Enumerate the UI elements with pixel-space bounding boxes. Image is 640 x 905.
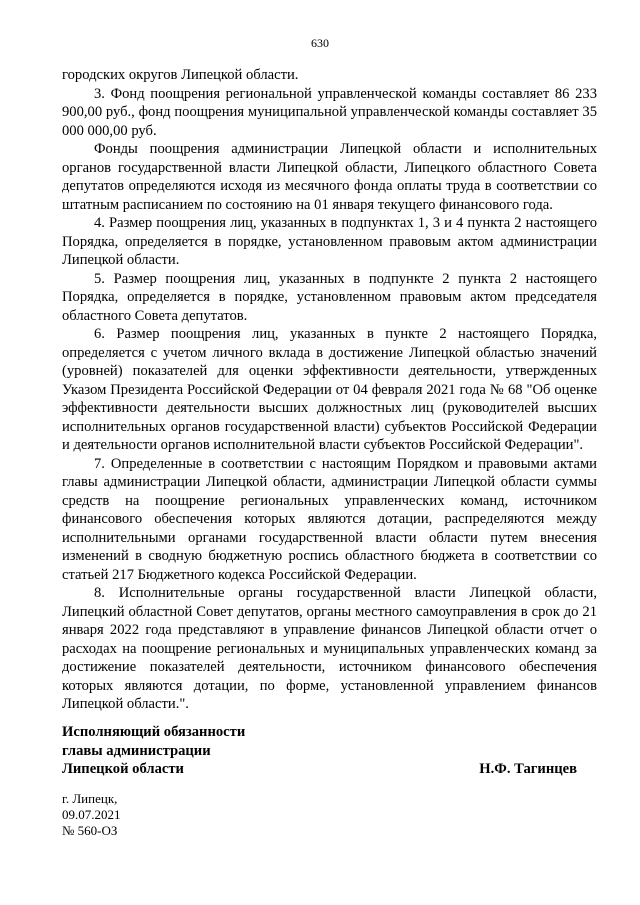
footer-law-number: № 560-ОЗ [62, 823, 118, 838]
document-body [62, 66, 597, 714]
footer-city: г. Липецк, [62, 791, 118, 806]
signature-block [62, 723, 597, 779]
signer-name: Н.Ф. Тагинцев [479, 761, 577, 777]
paragraph-item-3: 3. Фонд поощрения региональной управленческой команды составляет 86 233 900,00 руб., фонд поощрения муниципальной управленческой команды составляет 35 000 000,00 руб. [62, 85, 597, 139]
paragraph-item-5: 5. Размер поощрения лиц, указанных в подпункте 2 пункта 2 настоящего Порядка, определяется в порядке, установленном правовым актом председателя областного Совета депутатов. [62, 270, 597, 324]
page-number: 630 [311, 36, 329, 50]
footer-date: 09.07.2021 [62, 807, 121, 822]
paragraph-continuation: городских округов Липецкой области. [62, 67, 299, 83]
paragraph-item-4: 4. Размер поощрения лиц, указанных в подпунктах 1, 3 и 4 пункта 2 настоящего Порядка, определяется в порядке, установленном правовым актом администрации Липецкой области. [62, 215, 597, 268]
paragraph-item-8: 8. Исполнительные органы государственной власти Липецкой области, Липецкий областной Совет депутатов, органы местного самоуправления в срок до 21 января 2022 года представляют в управление финансов Липецкой области отчет о расходах на поощрение региональных и муниципальных управленческих команд за достижение показателей деятельности, источником финансового обеспечения которых являются дотации, по форме, установленной управлением финансов Липецкой области.". [62, 585, 597, 712]
paragraph-item-7: 7. Определенные в соответствии с настоящим Порядком и правовыми актами главы администрации Липецкой области, администрации Липецкой области суммы средств на поощрение региональных управленческих команд, источником финансового обеспечения которых являются дотации, распределяются между исполнительными органами государственной власти области путем внесения изменений в сводную бюджетную роспись областного бюджета в соответствии со статьей 217 Бюджетного кодекса Российской Федерации. [62, 455, 597, 583]
document-footer [62, 791, 121, 839]
paragraph-funds: Фонды поощрения администрации Липецкой области и исполнительных органов государственной власти Липецкой области, Липецкого областного Совета депутатов определяются исходя из месячного фонда оплаты труда в соответствии со штатным расписанием по состоянию на 01 января текущего финансового года. [62, 141, 597, 213]
signer-position-line-1: Исполняющий обязанности [62, 724, 246, 740]
signer-position-line-3: Липецкой области [62, 761, 184, 777]
paragraph-item-6: 6. Размер поощрения лиц, указанных в пункте 2 настоящего Порядка, определяется с учетом личного вклада в достижение Липецкой областью значений (уровней) показателей для оценки эффективности деятельности, утвержденных Указом Президента Российской Федерации от 04 февраля 2021 года № 68 "Об оценке эффективности деятельности высших должностных лиц (руководителей высших исполнительных органов государственной власти) субъектов Российской Федерации и деятельности органов исполнительной власти субъектов Российской Федерации". [62, 326, 597, 453]
signer-position-line-2: главы администрации [62, 742, 211, 759]
